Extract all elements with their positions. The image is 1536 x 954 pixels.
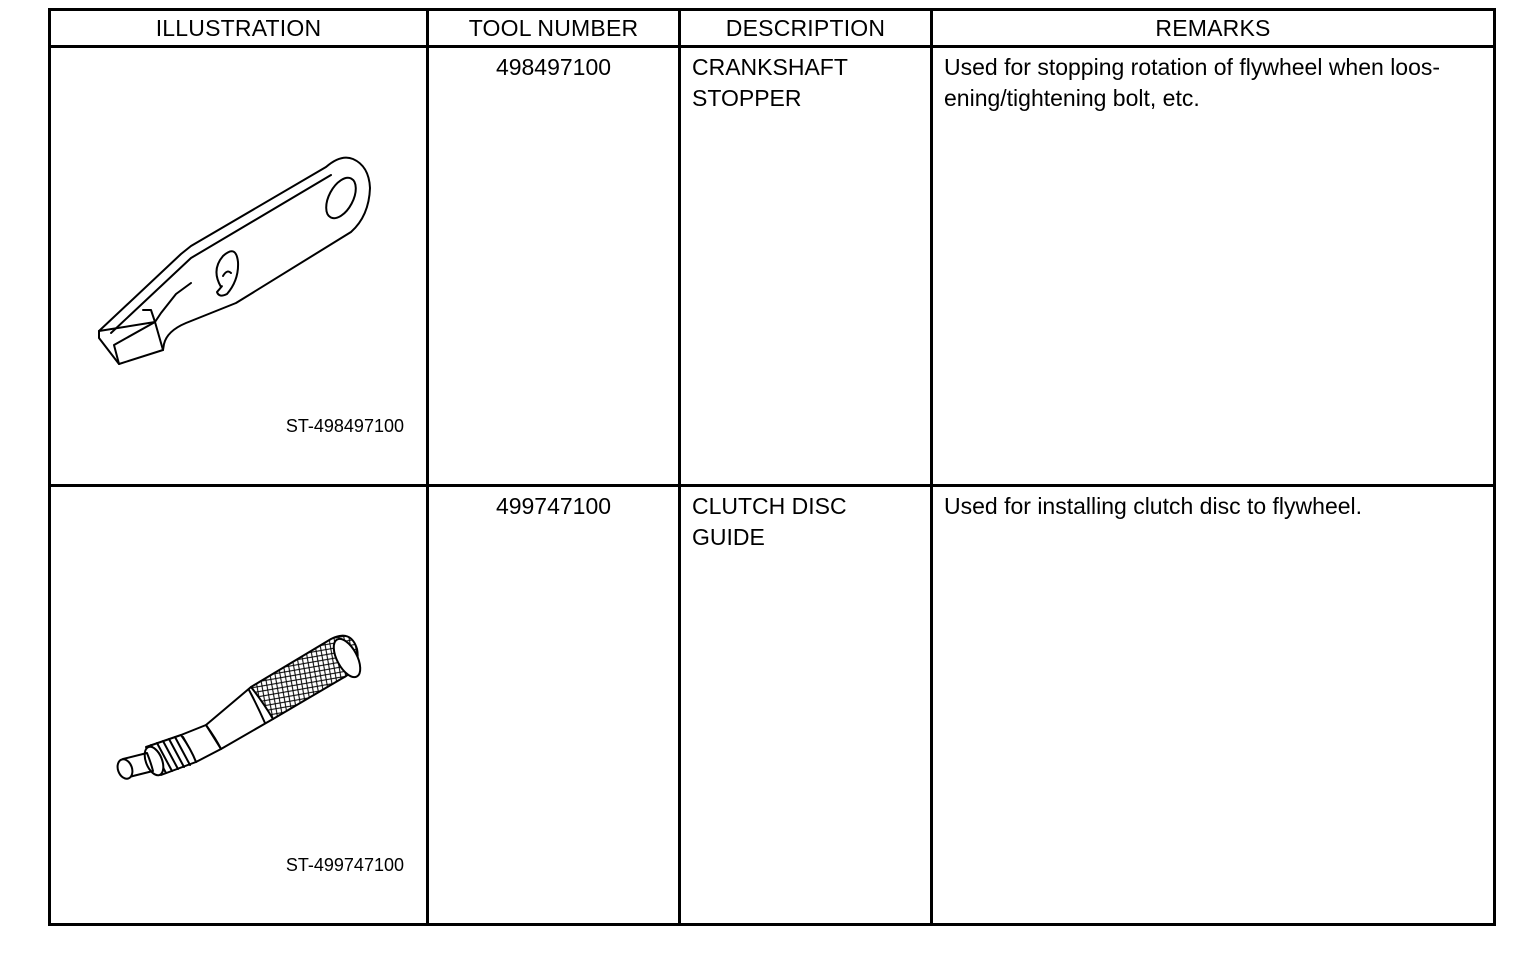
tool-number: 498497100 <box>495 54 612 80</box>
description-line: CLUTCH DISC <box>692 493 847 519</box>
description-line: GUIDE <box>692 524 765 550</box>
header-illustration: ILLUSTRATION <box>50 10 428 47</box>
header-remarks: REMARKS <box>932 10 1495 47</box>
tool-number: 499747100 <box>495 493 612 519</box>
description-cell <box>680 47 932 486</box>
figure-code: ST-498497100 <box>285 416 404 436</box>
table-row <box>50 47 1495 486</box>
remarks-line: Used for installing clutch disc to flywheel. <box>944 493 1363 519</box>
remarks-line: Used for stopping rotation of flywheel when loos- <box>944 54 1441 80</box>
remarks-line: ening/tightening bolt, etc. <box>944 85 1200 111</box>
tool-number-cell <box>428 47 680 486</box>
figure-code: ST-499747100 <box>285 855 404 875</box>
table-row <box>50 486 1495 925</box>
remarks-cell <box>932 47 1495 486</box>
description-line: STOPPER <box>692 85 802 111</box>
header-description: DESCRIPTION <box>680 10 932 47</box>
description-cell <box>680 486 932 925</box>
header-tool-number: TOOL NUMBER <box>428 10 680 47</box>
table-header-row <box>50 10 1495 47</box>
description-line: CRANKSHAFT <box>692 54 848 80</box>
remarks-cell <box>932 486 1495 925</box>
illustration-cell <box>50 47 428 486</box>
special-tools-table <box>48 8 1496 926</box>
illustration-cell <box>50 486 428 925</box>
tool-number-cell <box>428 486 680 925</box>
